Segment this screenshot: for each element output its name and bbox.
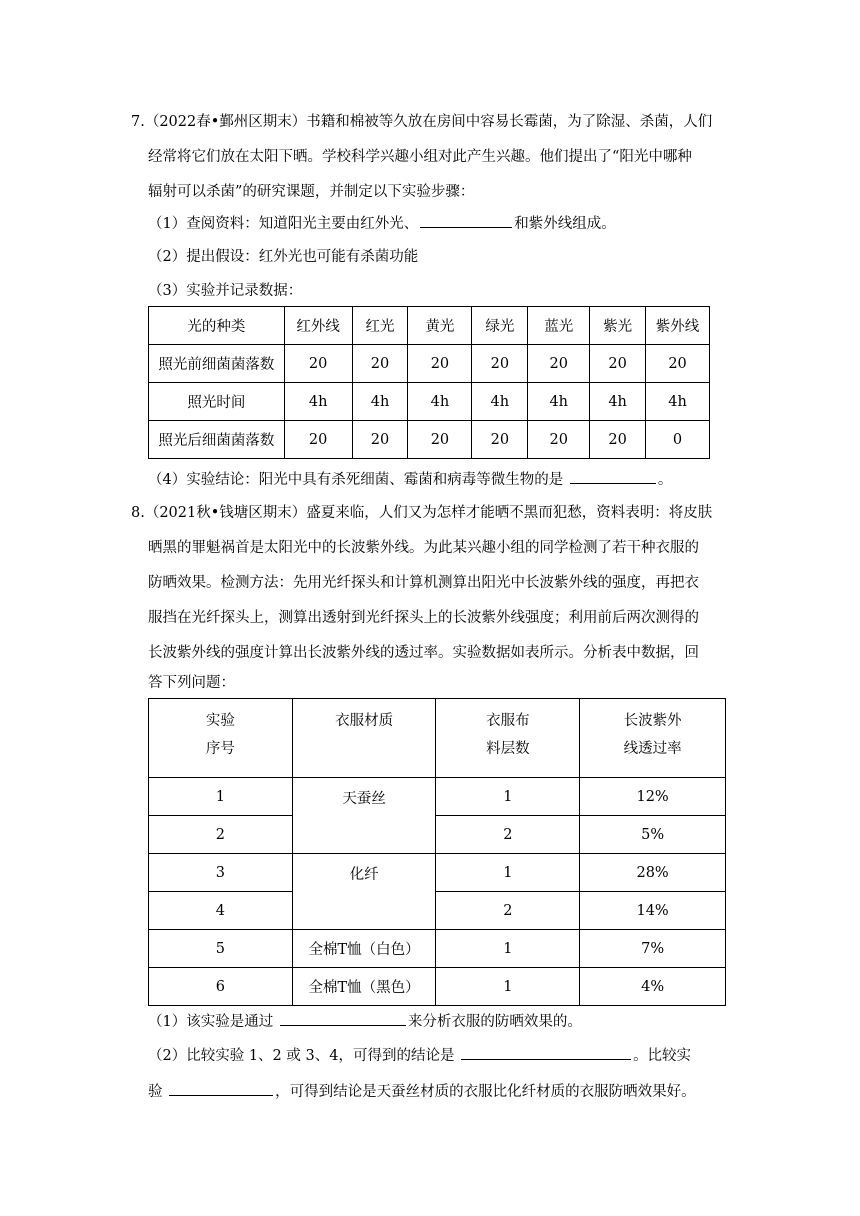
table-cell: 20 (352, 345, 408, 383)
header-transmittance: 长波紫外 线透过率 (580, 699, 726, 778)
header-experiment-id: 实验 序号 (149, 699, 293, 778)
cell-id: 6 (149, 968, 293, 1006)
cell-layers: 2 (436, 892, 580, 930)
q8-ans2-cont-text: 验 (148, 1084, 163, 1100)
table-cell: 紫光 (590, 307, 646, 345)
table-cell: 4h (646, 383, 710, 421)
q7-step1-tail: 和紫外线组成。 (514, 216, 616, 232)
q8-ans2-text: （2）比较实验 1、2 或 3、4，可得到的结论是 (148, 1048, 455, 1064)
table-row (149, 383, 710, 421)
table-row (149, 892, 726, 930)
light-experiment-table (148, 306, 710, 459)
row-label-cell: 照光后细菌菌落数 (149, 421, 285, 459)
table-header-row (149, 699, 726, 778)
cell-id: 5 (149, 930, 293, 968)
row-label-cell: 照光前细菌菌落数 (149, 345, 285, 383)
q7-step-2: （2）提出假设：红外光也可能有杀菌功能 (148, 249, 419, 265)
answer-blank-3[interactable] (280, 1011, 406, 1026)
table-cell: 20 (352, 421, 408, 459)
table-row (149, 816, 726, 854)
header-material: 衣服材质 (292, 699, 436, 778)
table-cell: 4h (408, 383, 472, 421)
table-cell: 20 (408, 421, 472, 459)
cell-id: 2 (149, 816, 293, 854)
table-cell: 4h (284, 383, 352, 421)
q8-ans1-tail: 来分析衣服的防晒效果的。 (407, 1014, 582, 1030)
q8-line-2: 晒黑的罪魁祸首是太阳光中的长波紫外线。为此某兴趣小组的同学检测了若干种衣服的 (148, 540, 699, 556)
table-cell: 4h (472, 383, 528, 421)
table-cell: 20 (528, 345, 590, 383)
table-header-row (149, 307, 710, 345)
q7-line-2: 经常将它们放在太阳下晒。学校科学兴趣小组对此产生兴趣。他们提出了“阳光中哪种 (148, 149, 692, 165)
q8-ans2-tail: 。比较实 (633, 1048, 692, 1064)
cell-material: 天蚕丝 (292, 778, 436, 854)
table-cell: 绿光 (472, 307, 528, 345)
q8-line-5: 长波紫外线的强度计算出长波紫外线的透过率。实验数据如表所示。分析表中数据，回 (148, 645, 699, 661)
table-cell: 4h (352, 383, 408, 421)
q7-step-4 (148, 469, 672, 490)
table-row (149, 778, 726, 816)
cell-id: 1 (149, 778, 293, 816)
row-label-cell: 照光时间 (149, 383, 285, 421)
table-cell: 红光 (352, 307, 408, 345)
table-cell: 20 (284, 421, 352, 459)
q8-answer-1 (148, 1011, 582, 1032)
q7-step1-text: （1）查阅资料：知道阳光主要由红外光、 (148, 216, 419, 232)
table-row (149, 968, 726, 1006)
table-cell: 红外线 (284, 307, 352, 345)
table-cell: 4h (590, 383, 646, 421)
q8-line-1: 8.（2021秋•钱塘区期末）盛夏来临，人们又为怎样才能晒不黑而犯愁，资料表明：将皮肤 (131, 505, 713, 521)
cell-material: 化纤 (292, 854, 436, 930)
cell-rate: 5% (580, 816, 726, 854)
clothing-experiment-table (148, 698, 726, 1006)
q7-step4-tail: 。 (657, 472, 673, 488)
table-cell: 20 (528, 421, 590, 459)
cell-layers: 2 (436, 816, 580, 854)
cell-rate: 28% (580, 854, 726, 892)
cell-layers: 1 (436, 778, 580, 816)
table-cell: 20 (472, 421, 528, 459)
cell-id: 4 (149, 892, 293, 930)
table-cell: 20 (472, 345, 528, 383)
answer-blank-4[interactable] (461, 1045, 631, 1060)
table-row (149, 854, 726, 892)
table-cell: 20 (646, 345, 710, 383)
table-cell: 20 (408, 345, 472, 383)
row-label-cell: 光的种类 (149, 307, 285, 345)
q8-line-3: 防晒效果。检测方法：先用光纤探头和计算机测算出阳光中长波紫外线的强度，再把衣 (148, 575, 699, 591)
q8-line-6: 答下列问题： (148, 675, 235, 691)
header-layers: 衣服布 料层数 (436, 699, 580, 778)
q7-line-1: 7.（2022春•鄞州区期末）书籍和棉被等久放在房间中容易长霉菌，为了除湿、杀菌，人们 (131, 114, 713, 130)
table-cell: 黄光 (408, 307, 472, 345)
table-cell: 20 (590, 421, 646, 459)
table-row (149, 345, 710, 383)
table-row (149, 421, 710, 459)
answer-blank-2[interactable] (570, 469, 656, 484)
cell-id: 3 (149, 854, 293, 892)
answer-blank-5[interactable] (169, 1081, 273, 1096)
q7-line-3: 辐射可以杀菌”的研究课题，并制定以下实验步骤： (148, 184, 475, 200)
cell-rate: 4% (580, 968, 726, 1006)
table-row (149, 930, 726, 968)
cell-material: 全棉T恤（黑色） (292, 968, 436, 1006)
table-cell: 20 (284, 345, 352, 383)
cell-material: 全棉T恤（白色） (292, 930, 436, 968)
q8-answer-2-cont (148, 1081, 696, 1102)
q8-ans1-text: （1）该实验是通过 (148, 1014, 274, 1030)
q8-answer-2 (148, 1045, 691, 1066)
q7-step-1 (148, 213, 616, 234)
cell-layers: 1 (436, 854, 580, 892)
table-cell: 4h (528, 383, 590, 421)
cell-rate: 7% (580, 930, 726, 968)
table-cell: 紫外线 (646, 307, 710, 345)
q7-step4-text: （4）实验结论：阳光中具有杀死细菌、霉菌和病毒等微生物的是 (148, 472, 564, 488)
table-cell: 蓝光 (528, 307, 590, 345)
table-cell: 20 (590, 345, 646, 383)
q7-step-3: （3）实验并记录数据： (148, 283, 303, 299)
q8-ans2-cont-tail: ，可得到结论是天蚕丝材质的衣服比化纤材质的衣服防晒效果好。 (275, 1084, 696, 1100)
cell-rate: 12% (580, 778, 726, 816)
table-cell: 0 (646, 421, 710, 459)
q8-line-4: 服挡在光纤探头上，测算出透射到光纤探头上的长波紫外线强度；利用前后两次测得的 (148, 610, 699, 626)
cell-rate: 14% (580, 892, 726, 930)
cell-layers: 1 (436, 968, 580, 1006)
answer-blank-1[interactable] (420, 213, 512, 228)
cell-layers: 1 (436, 930, 580, 968)
